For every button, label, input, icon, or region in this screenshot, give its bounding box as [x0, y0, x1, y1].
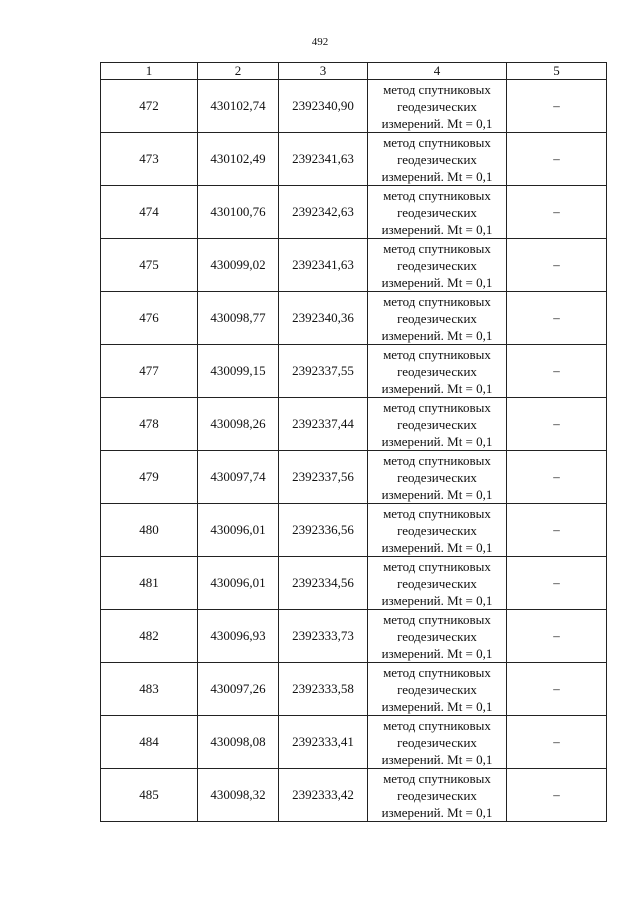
table-row [101, 345, 607, 398]
note-dash: – [507, 610, 607, 663]
coordinate-y: 2392341,63 [279, 133, 368, 186]
coordinate-x: 430096,93 [198, 610, 279, 663]
method-line: метод спутниковых [383, 664, 491, 680]
coordinate-y: 2392333,58 [279, 663, 368, 716]
coordinate-x: 430097,26 [198, 663, 279, 716]
table-row [101, 398, 607, 451]
coordinate-x: 430102,49 [198, 133, 279, 186]
point-number: 476 [101, 292, 198, 345]
coordinate-y: 2392337,44 [279, 398, 368, 451]
coordinate-x: 430097,74 [198, 451, 279, 504]
method-line: геодезических [397, 522, 477, 538]
coordinate-y: 2392340,36 [279, 292, 368, 345]
column-header: 5 [507, 63, 607, 80]
method-description [368, 557, 507, 610]
coordinate-x: 430102,74 [198, 80, 279, 133]
method-line: геодезических [397, 98, 477, 114]
method-description [368, 80, 507, 133]
method-line: измерений. Mt = 0,1 [381, 433, 493, 449]
note-dash: – [507, 80, 607, 133]
method-line: геодезических [397, 363, 477, 379]
coordinate-y: 2392340,90 [279, 80, 368, 133]
point-number: 475 [101, 239, 198, 292]
column-header: 3 [279, 63, 368, 80]
method-line: метод спутниковых [383, 81, 491, 97]
method-line: метод спутниковых [383, 293, 491, 309]
note-dash: – [507, 133, 607, 186]
method-line: метод спутниковых [383, 452, 491, 468]
coordinate-x: 430096,01 [198, 557, 279, 610]
method-description [368, 292, 507, 345]
coordinate-x: 430099,15 [198, 345, 279, 398]
point-number: 482 [101, 610, 198, 663]
method-line: геодезических [397, 257, 477, 273]
note-dash: – [507, 557, 607, 610]
method-description [368, 345, 507, 398]
method-description [368, 451, 507, 504]
method-description [368, 663, 507, 716]
method-description [368, 769, 507, 822]
method-line: метод спутниковых [383, 240, 491, 256]
method-line: геодезических [397, 787, 477, 803]
table-row [101, 557, 607, 610]
method-line: измерений. Mt = 0,1 [381, 645, 493, 661]
point-number: 478 [101, 398, 198, 451]
coordinate-x: 430098,08 [198, 716, 279, 769]
method-line: геодезических [397, 628, 477, 644]
method-line: метод спутниковых [383, 187, 491, 203]
method-line: геодезических [397, 416, 477, 432]
note-dash: – [507, 398, 607, 451]
method-line: измерений. Mt = 0,1 [381, 539, 493, 555]
method-description [368, 716, 507, 769]
point-number: 485 [101, 769, 198, 822]
coordinate-y: 2392333,73 [279, 610, 368, 663]
note-dash: – [507, 186, 607, 239]
method-line: измерений. Mt = 0,1 [381, 327, 493, 343]
table-row [101, 769, 607, 822]
table-row [101, 239, 607, 292]
table-header-row [101, 63, 607, 80]
method-description [368, 239, 507, 292]
point-number: 480 [101, 504, 198, 557]
point-number: 484 [101, 716, 198, 769]
column-header: 2 [198, 63, 279, 80]
table-row [101, 186, 607, 239]
method-line: геодезических [397, 310, 477, 326]
column-header: 4 [368, 63, 507, 80]
note-dash: – [507, 769, 607, 822]
coordinate-x: 430098,32 [198, 769, 279, 822]
coordinate-x: 430100,76 [198, 186, 279, 239]
coordinate-y: 2392333,41 [279, 716, 368, 769]
method-line: измерений. Mt = 0,1 [381, 221, 493, 237]
method-description [368, 186, 507, 239]
coordinate-y: 2392342,63 [279, 186, 368, 239]
note-dash: – [507, 451, 607, 504]
point-number: 479 [101, 451, 198, 504]
method-line: метод спутниковых [383, 770, 491, 786]
note-dash: – [507, 239, 607, 292]
coordinate-y: 2392341,63 [279, 239, 368, 292]
method-description [368, 504, 507, 557]
coordinate-y: 2392337,56 [279, 451, 368, 504]
table-row [101, 663, 607, 716]
method-line: измерений. Mt = 0,1 [381, 274, 493, 290]
point-number: 472 [101, 80, 198, 133]
coordinate-x: 430099,02 [198, 239, 279, 292]
method-line: метод спутниковых [383, 346, 491, 362]
table-body [101, 80, 607, 822]
table-row [101, 80, 607, 133]
method-line: геодезических [397, 151, 477, 167]
method-line: измерений. Mt = 0,1 [381, 751, 493, 767]
table-row [101, 451, 607, 504]
table-row [101, 610, 607, 663]
coordinate-y: 2392333,42 [279, 769, 368, 822]
point-number: 474 [101, 186, 198, 239]
point-number: 473 [101, 133, 198, 186]
column-header: 1 [101, 63, 198, 80]
method-description [368, 398, 507, 451]
method-line: геодезических [397, 469, 477, 485]
method-line: измерений. Mt = 0,1 [381, 115, 493, 131]
point-number: 477 [101, 345, 198, 398]
note-dash: – [507, 345, 607, 398]
method-line: метод спутниковых [383, 505, 491, 521]
coordinates-table [100, 62, 607, 822]
method-line: геодезических [397, 681, 477, 697]
coordinate-y: 2392336,56 [279, 504, 368, 557]
point-number: 481 [101, 557, 198, 610]
coordinate-x: 430096,01 [198, 504, 279, 557]
method-description [368, 610, 507, 663]
table-row [101, 133, 607, 186]
table-row [101, 716, 607, 769]
method-line: измерений. Mt = 0,1 [381, 804, 493, 820]
note-dash: – [507, 716, 607, 769]
page-number: 492 [311, 36, 329, 48]
method-line: измерений. Mt = 0,1 [381, 380, 493, 396]
table-row [101, 504, 607, 557]
method-line: метод спутниковых [383, 399, 491, 415]
method-line: метод спутниковых [383, 558, 491, 574]
point-number: 483 [101, 663, 198, 716]
method-line: геодезических [397, 734, 477, 750]
table-row [101, 292, 607, 345]
method-line: измерений. Mt = 0,1 [381, 592, 493, 608]
method-line: измерений. Mt = 0,1 [381, 698, 493, 714]
method-line: метод спутниковых [383, 134, 491, 150]
method-line: геодезических [397, 575, 477, 591]
method-line: метод спутниковых [383, 717, 491, 733]
coordinate-y: 2392337,55 [279, 345, 368, 398]
method-line: геодезических [397, 204, 477, 220]
method-line: измерений. Mt = 0,1 [381, 168, 493, 184]
note-dash: – [507, 504, 607, 557]
note-dash: – [507, 663, 607, 716]
method-line: измерений. Mt = 0,1 [381, 486, 493, 502]
method-description [368, 133, 507, 186]
note-dash: – [507, 292, 607, 345]
coordinate-y: 2392334,56 [279, 557, 368, 610]
coordinate-x: 430098,77 [198, 292, 279, 345]
method-line: метод спутниковых [383, 611, 491, 627]
coordinate-x: 430098,26 [198, 398, 279, 451]
